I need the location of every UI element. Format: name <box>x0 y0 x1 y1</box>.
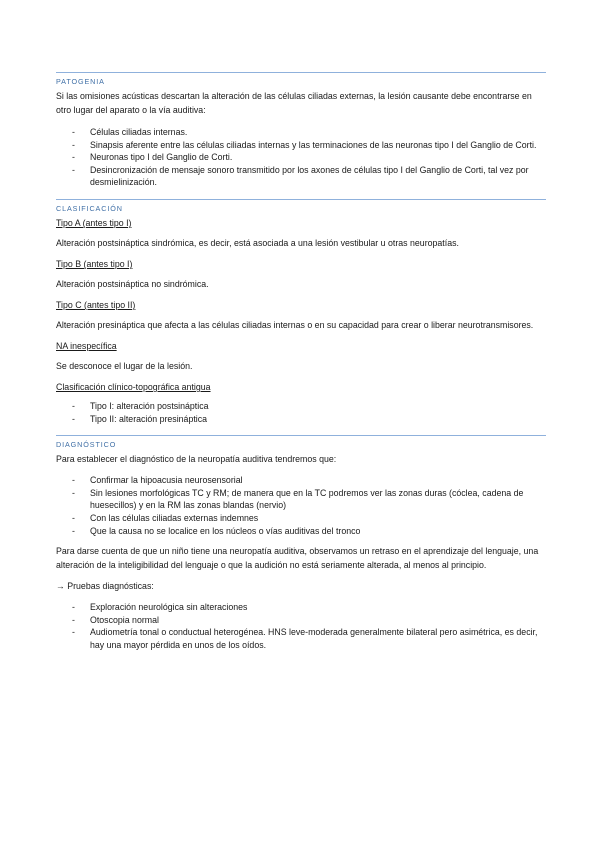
patogenia-intro: Si las omisiones acústicas descartan la alteración de las células ciliadas externas, la lesión causante debe encontrarse en otro lugar del aparato o la vía auditiva: <box>56 91 532 115</box>
patogenia-list <box>56 126 546 189</box>
list-item: - Tipo II: alteración presináptica <box>56 413 546 426</box>
document-content <box>56 72 546 652</box>
section-heading-patogenia: PATOGENIA <box>56 72 546 89</box>
list-item: - Que la causa no se localice en los núcleos o vías auditivas del tronco <box>56 525 546 538</box>
subheading-na-inespecifica: NA inespecífica <box>56 340 117 351</box>
list-item: - Con las células ciliadas externas indemnes <box>56 512 546 525</box>
tipo-a-text: Alteración postsináptica sindrómica, es decir, está asociada a una lesión vestibular u otras neuropatías. <box>56 237 459 248</box>
list-item: - Exploración neurológica sin alteraciones <box>56 601 546 614</box>
list-item: - Otoscopia normal <box>56 614 546 627</box>
list-item: - Células ciliadas internas. <box>56 126 546 139</box>
diagnostico-intro: Para establecer el diagnóstico de la neuropatía auditiva tendremos que: <box>56 454 337 465</box>
pruebas-diagnosticas-list <box>56 601 546 651</box>
list-item: - Sinapsis aferente entre las células ciliadas internas y las terminaciones de las neuronas tipo I del Ganglio de Corti. <box>56 139 546 152</box>
section-heading-clasificacion: CLASIFICACIÓN <box>56 199 546 216</box>
list-item: - Audiometría tonal o conductual heterogénea. HNS leve-moderada generalmente bilateral pero asimétrica, es decir, hay una mayor pérdida en unos de los oídos. <box>56 626 546 651</box>
diagnostico-list <box>56 474 546 537</box>
na-text: Se desconoce el lugar de la lesión. <box>56 360 193 371</box>
subheading-tipo-b: Tipo B (antes tipo I) <box>56 258 133 269</box>
list-item: - Neuronas tipo I del Ganglio de Corti. <box>56 151 546 164</box>
clasificacion-antigua-list <box>56 400 546 425</box>
list-item: - Confirmar la hipoacusia neurosensorial <box>56 474 546 487</box>
pruebas-diagnosticas-title: → Pruebas diagnósticas: <box>56 581 154 592</box>
section-heading-diagnostico: DIAGNÓSTICO <box>56 435 546 452</box>
diagnostico-paragraph: Para darse cuenta de que un niño tiene una neuropatía auditiva, observamos un retraso en el aprendizaje del lenguaje, una alteración de la inteligibilidad del lenguaje o que la audición no está seriamente alterada, al menos al principio. <box>56 546 539 571</box>
list-item: - Desincronización de mensaje sonoro transmitido por los axones de células tipo I del Ganglio de Corti, tal vez por desmielinización. <box>56 164 546 189</box>
subheading-tipo-c: Tipo C (antes tipo II) <box>56 299 136 310</box>
list-item: - Sin lesiones morfológicas TC y RM; de manera que en la TC podremos ver las zonas duras (cóclea, cadena de huesecillos) y en la RM las zonas blandas (nervio) <box>56 487 546 512</box>
subheading-tipo-a: Tipo A (antes tipo I) <box>56 217 132 228</box>
tipo-b-text: Alteración postsináptica no sindrómica. <box>56 278 209 289</box>
subheading-clasificacion-antigua: Clasificación clínico-topográfica antigua <box>56 381 211 392</box>
tipo-c-text: Alteración presináptica que afecta a las células ciliadas internas o en su capacidad para crear o liberar neurotransmisores. <box>56 319 534 330</box>
list-item: - Tipo I: alteración postsináptica <box>56 400 546 413</box>
